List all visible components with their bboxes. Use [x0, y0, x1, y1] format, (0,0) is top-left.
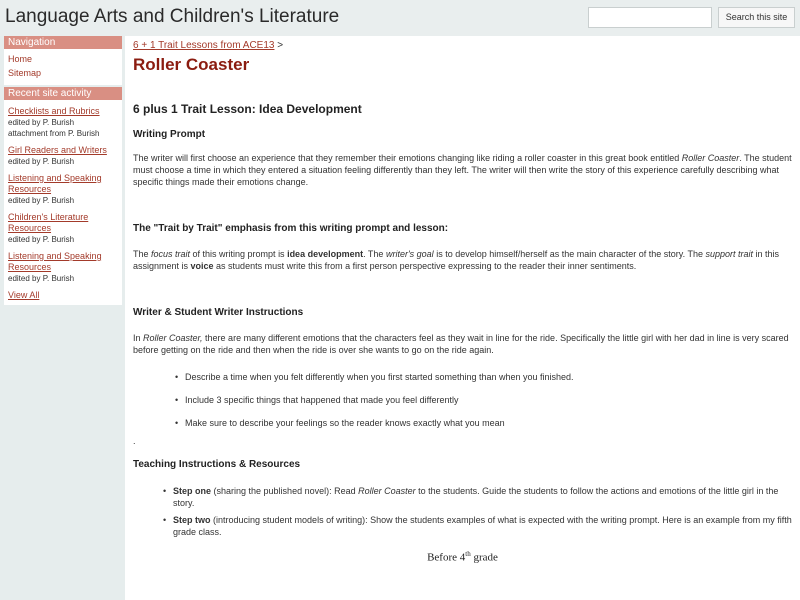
search-button[interactable]: Search this site [718, 7, 795, 28]
teaching-steps [163, 485, 792, 538]
list-item: • Make sure to describe your feelings so the reader knows exactly what you mean [175, 417, 792, 429]
activity-item [8, 173, 118, 206]
breadcrumb [133, 40, 792, 52]
page-title: Roller Coaster [133, 55, 250, 74]
step-one: • Step one (sharing the published novel): Read Roller Coaster to the students. Guide the students to follow the actions and emotions of the little girl in the story. [163, 485, 792, 509]
recent-activity-header: Recent site activity [4, 87, 122, 100]
activity-item [8, 251, 118, 284]
instructions-text: In Roller Coaster, there are many different emotions that the characters feel as they wait in line for the ride. Specifically the little girl with her dad in line is very scared before getting on the ride and then when the ride is over she wants to go on the ride again. [133, 333, 789, 355]
list-item: • Describe a time when you felt differently when you first started something than when you finished. [175, 371, 792, 383]
nav-item-home[interactable]: Home [8, 54, 33, 64]
instructions-list [175, 371, 792, 429]
sample-title: Before 4th grade [427, 550, 498, 564]
view-all-link[interactable]: View All [8, 290, 40, 300]
navigation-header: Navigation [4, 36, 122, 49]
activity-link[interactable]: Checklists and Rubrics [8, 106, 100, 116]
activity-meta: attachment from P. Burish [8, 129, 100, 138]
stray-period: . [133, 436, 136, 446]
activity-meta: edited by P. Burish [8, 274, 75, 283]
breadcrumb-link[interactable]: 6 + 1 Trait Lessons from ACE13 [133, 40, 275, 51]
breadcrumb-separator: > [274, 40, 284, 51]
site-title[interactable]: Language Arts and Children's Literature [5, 6, 340, 27]
activity-item [8, 145, 118, 167]
activity-link[interactable]: Listening and Speaking Resources [8, 173, 102, 194]
activity-meta: edited by P. Burish [8, 235, 75, 244]
nav-item-sitemap[interactable]: Sitemap [8, 68, 42, 78]
teaching-heading: Teaching Instructions & Resources [133, 459, 301, 470]
writing-prompt-heading: Writing Prompt [133, 129, 206, 140]
emphasis-text: The focus trait of this writing prompt is idea development. The writer's goal is to develop himself/herself as the main character of the story. The support trait in this assignment is voice as students must write this from a first person perspective expressing to the reader their inner sentiments. [133, 249, 780, 271]
instructions-heading: Writer & Student Writer Instructions [133, 307, 304, 318]
activity-link[interactable]: Girl Readers and Writers [8, 145, 107, 155]
activity-meta: edited by P. Burish [8, 196, 75, 205]
sidebar [4, 36, 122, 316]
writing-prompt-text: The writer will first choose an experience that they remember their emotions changing like riding a roller coaster in this great book entitled Roller Coaster. The student must choose a time in which they entered a situation feeling differently than they left. The writer will then write the story of this experience carefully describing what specific things made their emotions change. [133, 153, 792, 187]
activity-meta: edited by P. Burish [8, 118, 75, 127]
activity-link[interactable]: Children's Literature Resources [8, 212, 89, 233]
navigation-box [4, 49, 122, 85]
emphasis-heading: The "Trait by Trait" emphasis from this writing prompt and lesson: [133, 223, 449, 234]
step-two: • Step two (introducing student models of writing): Show the students examples of what is expected with the writing prompt. Here is an example from my fifth grade class. [163, 514, 792, 538]
site-header [0, 0, 800, 36]
lesson-title: 6 plus 1 Trait Lesson: Idea Development [133, 102, 362, 116]
activity-meta: edited by P. Burish [8, 157, 75, 166]
activity-link[interactable]: Listening and Speaking Resources [8, 251, 102, 272]
activity-item [8, 212, 118, 245]
main-content [125, 36, 800, 600]
activity-item [8, 106, 118, 139]
search-input[interactable] [588, 7, 712, 28]
list-item: • Include 3 specific things that happened that made you feel differently [175, 394, 792, 406]
recent-activity-box [4, 100, 122, 305]
